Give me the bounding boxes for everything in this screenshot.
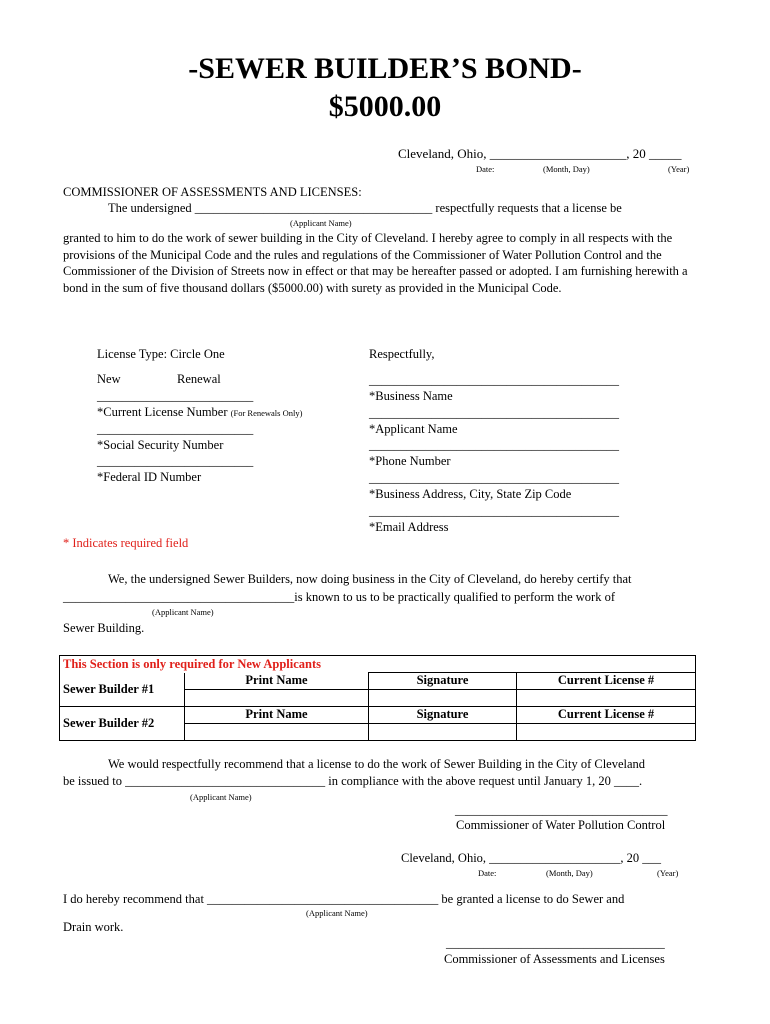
federal-id-input[interactable]: _________________________: [97, 454, 254, 468]
business-name-label: *Business Name: [369, 389, 453, 403]
federal-id-label: *Federal ID Number: [97, 470, 202, 484]
footer-month-day-label: (Month, Day): [546, 868, 593, 878]
email-label: *Email Address: [369, 520, 449, 534]
final-drain-work: Drain work.: [63, 920, 124, 934]
certify-line-1: We, the undersigned Sewer Builders, now doing business in the City of Cleveland, do hereby certify that: [108, 572, 632, 586]
respectfully-label: Respectfully,: [369, 347, 435, 361]
new-applicant-notice: This Section is only required for New Applicants: [60, 656, 696, 673]
wpc-commissioner-title: Commissioner of Water Pollution Control: [456, 818, 666, 832]
undersigned-line[interactable]: The undersigned ______________________________________ respectfully requests that a license be: [108, 201, 622, 215]
builder-2-signature-field[interactable]: [369, 724, 517, 741]
builder-2-license-field[interactable]: [517, 724, 696, 741]
footer-date-label: Date:: [478, 868, 497, 878]
sewer-builder-2-label: Sewer Builder #2: [60, 707, 185, 741]
recommend-line-2[interactable]: be issued to ________________________________ in compliance with the above request until January 1, 20 ____.: [63, 774, 643, 788]
footer-date-line[interactable]: Cleveland, Ohio, _____________________, 20 ___: [401, 851, 662, 865]
builder-2-license-header: Current License #: [517, 707, 696, 724]
builder-1-license-header: Current License #: [517, 673, 696, 690]
wpc-signature-line[interactable]: __________________________________: [455, 803, 668, 817]
header-date-label: Date:: [476, 164, 495, 174]
recommend-line-1: We would respectfully recommend that a license to do the work of Sewer Building in the City of Cleveland: [108, 757, 646, 771]
header-year-label: (Year): [668, 164, 690, 174]
current-license-label: [97, 405, 302, 420]
sewer-builder-1-label: Sewer Builder #1: [60, 673, 185, 707]
license-type-new[interactable]: New: [97, 372, 121, 386]
addressee-heading: COMMISSIONER OF ASSESSMENTS AND LICENSES:: [63, 185, 362, 199]
business-name-input[interactable]: ________________________________________: [369, 373, 619, 387]
final-recommend-line[interactable]: I do hereby recommend that _____________________________________ be granted a license to do Sewer and: [63, 892, 625, 906]
required-field-note: * Indicates required field: [63, 536, 189, 550]
builder-2-signature-header: Signature: [369, 707, 517, 724]
ssn-label: *Social Security Number: [97, 438, 224, 452]
current-license-input[interactable]: _________________________: [97, 389, 254, 403]
header-month-day-label: (Month, Day): [543, 164, 590, 174]
certify-line-2[interactable]: _____________________________________is known to us to be practically qualified to perform the work of: [63, 590, 616, 604]
email-input[interactable]: ________________________________________: [369, 504, 619, 518]
address-label: *Business Address, City, State Zip Code: [369, 487, 572, 501]
license-type-renewal[interactable]: Renewal: [177, 372, 221, 386]
certify-applicant-label: (Applicant Name): [152, 607, 214, 617]
builder-1-print-name-field[interactable]: [185, 690, 369, 707]
address-input[interactable]: ________________________________________: [369, 471, 619, 485]
license-type-label: License Type: Circle One: [97, 347, 225, 361]
applicant-name-input[interactable]: ________________________________________: [369, 406, 619, 420]
phone-label: *Phone Number: [369, 454, 451, 468]
intro-paragraph: granted to him to do the work of sewer building in the City of Cleveland. I hereby agree to comply in all respects with the provisions of the Municipal Code and the rules and regulations of the Commissioner of Water Pollution Control and the Commissioner of the Division of Streets now in effect or that may be hereafter passed or adopted. I am furnishing herewith a bond in the sum of five thousand dollars ($5000.00) with surety as provided in the Municipal Code.: [63, 231, 688, 295]
builder-1-print-name-header: Print Name: [185, 673, 369, 690]
new-applicant-section-table: [59, 655, 696, 741]
certify-line-3: Sewer Building.: [63, 621, 145, 635]
builder-2-print-name-header: Print Name: [185, 707, 369, 724]
phone-input[interactable]: ________________________________________: [369, 438, 619, 452]
assessments-signature-line[interactable]: ___________________________________: [446, 936, 665, 950]
builder-1-signature-header: Signature: [369, 673, 517, 690]
builder-1-license-field[interactable]: [517, 690, 696, 707]
renewals-only-note: (For Renewals Only): [230, 408, 303, 418]
builder-2-print-name-field[interactable]: [185, 724, 369, 741]
footer-year-label: (Year): [657, 868, 679, 878]
ssn-input[interactable]: _________________________: [97, 422, 254, 436]
form-title: -SEWER BUILDER’S BOND-: [188, 52, 582, 85]
current-license-text: *Current License Number: [97, 405, 228, 419]
header-date-line[interactable]: Cleveland, Ohio, _____________________, 20 _____: [398, 146, 682, 161]
recommend-applicant-label: (Applicant Name): [190, 792, 252, 802]
applicant-name-field-label: *Applicant Name: [369, 422, 458, 436]
final-applicant-label: (Applicant Name): [306, 908, 368, 918]
assessments-commissioner-title: Commissioner of Assessments and Licenses: [444, 952, 665, 966]
bond-amount: $5000.00: [328, 90, 442, 123]
applicant-name-label: (Applicant Name): [290, 218, 352, 228]
builder-1-signature-field[interactable]: [369, 690, 517, 707]
